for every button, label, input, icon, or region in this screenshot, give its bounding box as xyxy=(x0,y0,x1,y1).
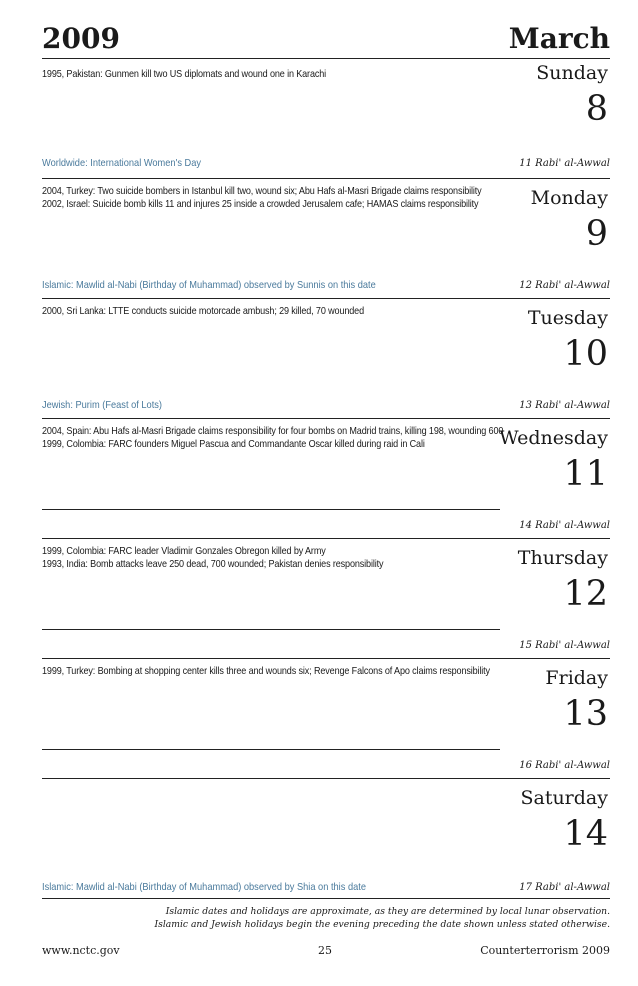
event-item: 1993, India: Bomb attacks leave 250 dead, 700 wounded; Pakistan denies responsibility xyxy=(42,559,384,570)
event-list xyxy=(42,665,490,678)
day-name: Wednesday xyxy=(499,427,608,449)
event-item: 2000, Sri Lanka: LTTE conducts suicide motorcade ambush; 29 killed, 70 wounded xyxy=(42,306,364,317)
day-name: Friday xyxy=(545,667,608,689)
footer-url: www.nctc.gov xyxy=(42,944,120,957)
day-block-thursday xyxy=(42,538,610,658)
event-item: 2004, Turkey: Two suicide bombers in Istanbul kill two, wound six; Abu Hafs al-Masri Brigade claims responsibility xyxy=(42,186,482,197)
month-title: March xyxy=(508,22,610,55)
event-item: 1999, Colombia: FARC leader Vladimir Gonzales Obregon killed by Army xyxy=(42,546,326,557)
day-name: Monday xyxy=(530,187,608,209)
hijri-date: 15 Rabi' al-Awwal xyxy=(519,640,610,651)
day-number: 11 xyxy=(563,454,608,494)
hijri-date: 14 Rabi' al-Awwal xyxy=(519,520,610,531)
event-item: 1999, Colombia: FARC founders Miguel Pascua and Commandante Oscar killed during raid in Cali xyxy=(42,439,425,450)
year-title: 2009 xyxy=(42,22,120,55)
day-rule xyxy=(42,658,610,659)
page-number: 25 xyxy=(318,944,332,957)
day-number: 12 xyxy=(563,574,608,614)
page-footer xyxy=(42,944,610,960)
section-divider xyxy=(42,749,500,750)
day-number: 10 xyxy=(563,334,608,374)
event-item: 2004, Spain: Abu Hafs al-Masri Brigade claims responsibility for four bombs on Madrid trains, killing 198, wounding 600 xyxy=(42,426,504,437)
header-rule xyxy=(42,58,610,59)
day-name: Thursday xyxy=(517,547,608,569)
section-divider xyxy=(42,629,500,630)
event-list xyxy=(42,425,504,451)
hijri-date: 13 Rabi' al-Awwal xyxy=(519,400,610,411)
day-block-saturday xyxy=(42,778,610,898)
day-name: Tuesday xyxy=(527,307,608,329)
day-number: 8 xyxy=(585,89,608,129)
event-list xyxy=(42,305,482,318)
section-divider xyxy=(42,509,500,510)
event-list xyxy=(42,185,482,211)
observance: Islamic: Mawlid al-Nabi (Birthday of Muhammad) observed by Sunnis on this date xyxy=(42,280,376,291)
event-item: 2002, Israel: Suicide bomb kills 11 and injures 25 inside a crowded Jerusalem cafe; HAMAS claims responsibility xyxy=(42,199,479,210)
day-number: 13 xyxy=(563,694,608,734)
day-block-monday xyxy=(42,178,610,298)
event-list xyxy=(42,545,482,571)
day-block-wednesday xyxy=(42,418,610,538)
bottom-rule xyxy=(42,898,610,899)
observance: Worldwide: International Women's Day xyxy=(42,158,202,169)
hijri-date: 16 Rabi' al-Awwal xyxy=(519,760,610,771)
hijri-date: 17 Rabi' al-Awwal xyxy=(519,882,610,893)
day-block-sunday xyxy=(42,61,610,179)
day-number: 14 xyxy=(563,814,608,854)
day-rule xyxy=(42,178,610,179)
day-rule xyxy=(42,298,610,299)
day-rule xyxy=(42,538,610,539)
day-rule xyxy=(42,778,610,779)
event-item: 1999, Turkey: Bombing at shopping center kills three and wounds six; Revenge Falcons of Apo claims responsibility xyxy=(42,666,490,677)
observance: Jewish: Purim (Feast of Lots) xyxy=(42,400,162,411)
day-rule xyxy=(42,418,610,419)
event-item: 1995, Pakistan: Gunmen kill two US diplomats and wound one in Karachi xyxy=(42,69,327,80)
observance: Islamic: Mawlid al-Nabi (Birthday of Muhammad) observed by Shia on this date xyxy=(42,882,366,893)
hijri-date: 11 Rabi' al-Awwal xyxy=(519,158,610,169)
day-block-tuesday xyxy=(42,298,610,418)
hijri-date: 12 Rabi' al-Awwal xyxy=(519,280,610,291)
lunar-note: Islamic dates and holidays are approximate, as they are determined by local lunar observation. xyxy=(165,906,610,917)
publication-title: Counterterrorism 2009 xyxy=(480,944,610,957)
event-list xyxy=(42,68,482,81)
page-header xyxy=(42,22,610,60)
day-block-friday xyxy=(42,658,610,778)
holiday-note: Islamic and Jewish holidays begin the evening preceding the date shown unless stated otherwise. xyxy=(154,919,610,930)
day-number: 9 xyxy=(585,214,608,254)
day-name: Sunday xyxy=(536,62,608,84)
day-name: Saturday xyxy=(520,787,608,809)
